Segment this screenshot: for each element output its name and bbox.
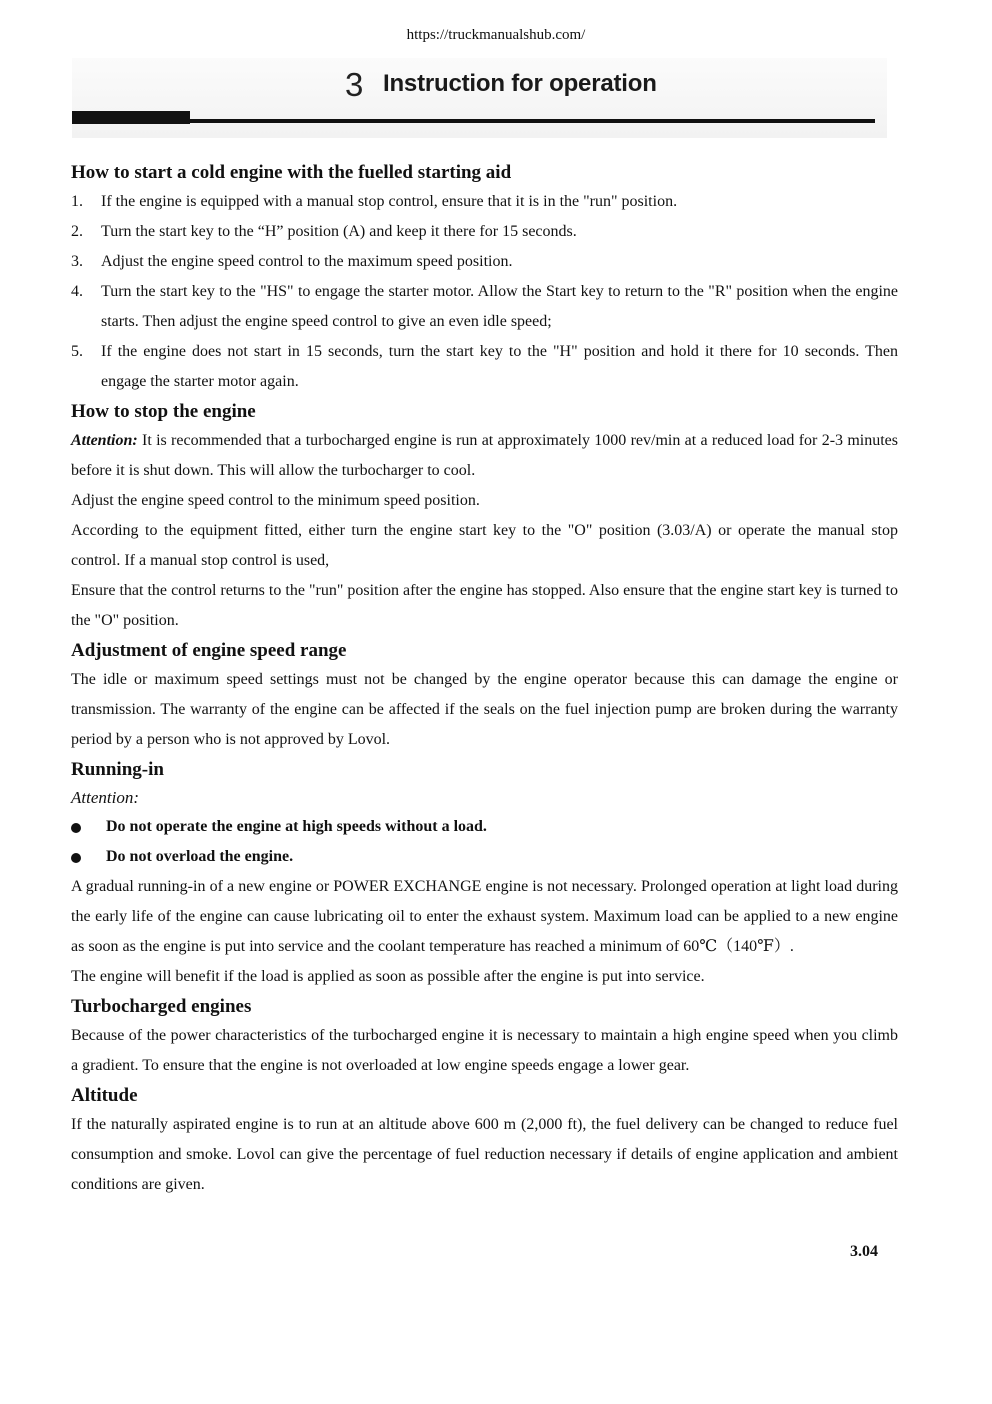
bullet-text: Do not operate the engine at high speeds without a load. bbox=[106, 818, 487, 835]
speed-range-paragraph: The idle or maximum speed settings must not be changed by the engine operator because this can damage the engine or transmission. The warranty of the engine can be affected if the seals on the fuel injection pump are broken during the warranty period by a person who is not approved by Lovol. bbox=[71, 671, 898, 748]
step-number: 3. bbox=[71, 253, 83, 270]
step-text: If the engine does not start in 15 seconds, turn the start key to the "H" position and hold it there for 10 seconds. Then engage the starter motor again. bbox=[101, 343, 898, 390]
heading-stop-engine: How to stop the engine bbox=[71, 401, 256, 422]
heading-speed-range: Adjustment of engine speed range bbox=[71, 640, 347, 661]
running-in-bullets bbox=[71, 812, 898, 872]
chapter-title: Instruction for operation bbox=[383, 70, 657, 97]
list-item bbox=[71, 217, 898, 247]
step-number: 5. bbox=[71, 343, 83, 360]
running-in-paragraph-1: A gradual running-in of a new engine or POWER EXCHANGE engine is not necessary. Prolonged operation at light load during the early life of the engine can cause lubricating oil to enter the exhaust system. Maximum load can be applied to a new engine as soon as the engine is put into service and the coolant temperature has reached a minimum of 60℃（140℉）. bbox=[71, 878, 898, 955]
page-number: 3.04 bbox=[850, 1243, 878, 1260]
list-item bbox=[71, 277, 898, 337]
step-number: 1. bbox=[71, 193, 83, 210]
list-item bbox=[71, 247, 898, 277]
stop-paragraph-2: According to the equipment fitted, either turn the engine start key to the "O" position (3.03/A) or operate the manual stop control. If a manual stop control is used, bbox=[71, 522, 898, 569]
heading-running-in: Running-in bbox=[71, 759, 164, 780]
step-text: Turn the start key to the “H” position (A) and keep it there for 15 seconds. bbox=[101, 223, 577, 240]
heading-altitude: Altitude bbox=[71, 1085, 138, 1106]
chapter-number: 3 bbox=[345, 66, 364, 103]
cold-start-steps bbox=[71, 187, 898, 397]
altitude-paragraph: If the naturally aspirated engine is to run at an altitude above 600 m (2,000 ft), the fuel delivery can be changed to reduce fuel consumption and smoke. Lovol can give the percentage of fuel reduction necessary if details of engine application and ambient conditions are given. bbox=[71, 1116, 898, 1193]
list-item bbox=[71, 337, 898, 397]
step-text: Turn the start key to the "HS" to engage the starter motor. Allow the Start key to return to the "R" position when the engine starts. Then adjust the engine speed control to give an even idle speed; bbox=[101, 283, 898, 330]
stop-paragraph-1: Adjust the engine speed control to the minimum speed position. bbox=[71, 492, 480, 509]
turbocharged-paragraph: Because of the power characteristics of the turbocharged engine it is necessary to maintain a high engine speed when you climb a gradient. To ensure that the engine is not overloaded at low engine speeds engage a lower gear. bbox=[71, 1027, 898, 1074]
running-in-attention: Attention: bbox=[71, 788, 139, 807]
bullet-icon bbox=[71, 853, 81, 863]
attention-text: It is recommended that a turbocharged engine is run at approximately 1000 rev/min at a reduced load for 2-3 minutes before it is shut down. This will allow the turbocharger to cool. bbox=[71, 432, 898, 479]
list-item bbox=[71, 812, 898, 842]
chapter-banner bbox=[72, 58, 887, 138]
bullet-icon bbox=[71, 823, 81, 833]
banner-rule-thick bbox=[72, 111, 190, 124]
stop-paragraph-3: Ensure that the control returns to the "run" position after the engine has stopped. Also ensure that the engine start key is turned to the "O" position. bbox=[71, 582, 898, 629]
bullet-text: Do not overload the engine. bbox=[106, 848, 294, 865]
attention-label: Attention: bbox=[71, 432, 138, 449]
list-item bbox=[71, 842, 898, 872]
running-in-paragraph-2: The engine will benefit if the load is applied as soon as possible after the engine is put into service. bbox=[71, 968, 705, 985]
step-text: If the engine is equipped with a manual stop control, ensure that it is in the "run" position. bbox=[101, 193, 678, 210]
attention-paragraph bbox=[71, 426, 898, 486]
heading-turbocharged: Turbocharged engines bbox=[71, 996, 252, 1017]
banner-rule bbox=[190, 119, 875, 123]
source-url: https://truckmanualshub.com/ bbox=[406, 27, 586, 43]
list-item bbox=[71, 187, 898, 217]
heading-cold-start: How to start a cold engine with the fuelled starting aid bbox=[71, 162, 512, 183]
page-content bbox=[71, 158, 898, 1200]
step-text: Adjust the engine speed control to the maximum speed position. bbox=[101, 253, 513, 270]
step-number: 2. bbox=[71, 223, 83, 240]
step-number: 4. bbox=[71, 283, 83, 300]
